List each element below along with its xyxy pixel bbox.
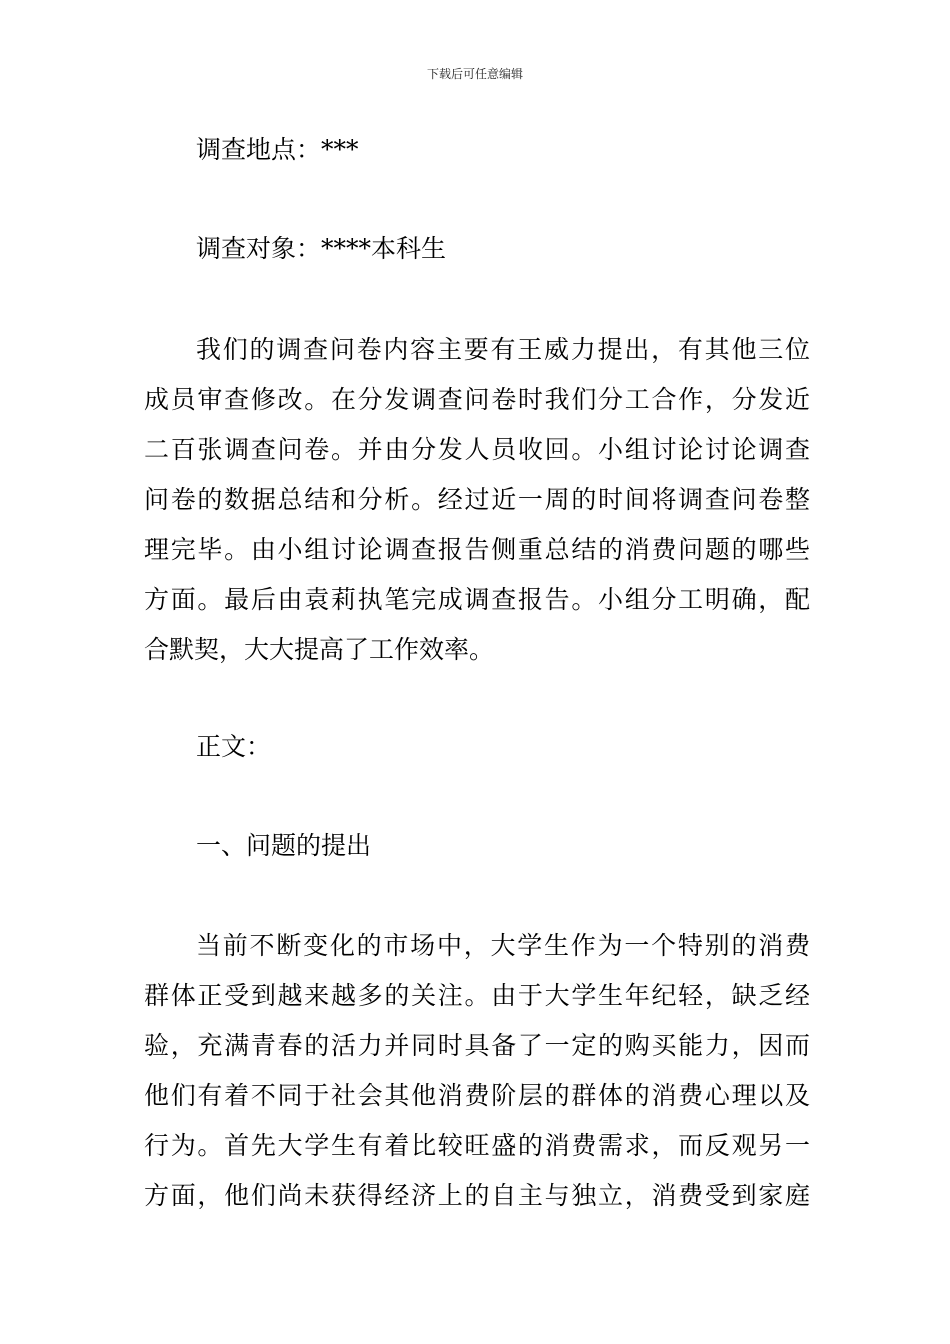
paragraph-line: 他们有着不同于社会其他消费阶层的群体的消费心理以及 (144, 1081, 810, 1110)
paragraph-line: 问卷的数据总结和分析。经过近一周的时间将调查问卷整 (144, 485, 810, 514)
survey-subjects: 调查对象：****本科生 (196, 234, 447, 263)
survey-location: 调查地点：*** (196, 135, 359, 164)
body-heading: 正文： (196, 732, 272, 761)
header-note: 下载后可任意编辑 (426, 67, 523, 81)
paragraph-line: 二百张调查问卷。并由分发人员收回。小组讨论讨论调查 (144, 435, 810, 464)
paragraph-line: 当前不断变化的市场中，大学生作为一个特别的消费 (196, 931, 810, 960)
intro-paragraph (144, 325, 810, 675)
section-one-title: 一、问题的提出 (196, 831, 372, 860)
paragraph-line: 成员审查修改。在分发调查问卷时我们分工合作，分发近 (144, 385, 810, 414)
section-one-paragraph (144, 921, 810, 1221)
paragraph-line: 行为。首先大学生有着比较旺盛的消费需求，而反观另一 (144, 1131, 810, 1160)
paragraph-line: 验，充满青春的活力并同时具备了一定的购买能力，因而 (144, 1031, 810, 1060)
paragraph-line: 合默契，大大提高了工作效率。 (144, 635, 495, 664)
paragraph-line: 群体正受到越来越多的关注。由于大学生年纪轻，缺乏经 (144, 981, 810, 1010)
paragraph-line: 我们的调查问卷内容主要有王威力提出，有其他三位 (196, 335, 810, 364)
paragraph-line: 方面，他们尚未获得经济上的自主与独立，消费受到家庭 (144, 1181, 810, 1210)
paragraph-line: 理完毕。由小组讨论调查报告侧重总结的消费问题的哪些 (144, 535, 810, 564)
paragraph-line: 方面。最后由袁莉执笔完成调查报告。小组分工明确，配 (144, 585, 810, 614)
